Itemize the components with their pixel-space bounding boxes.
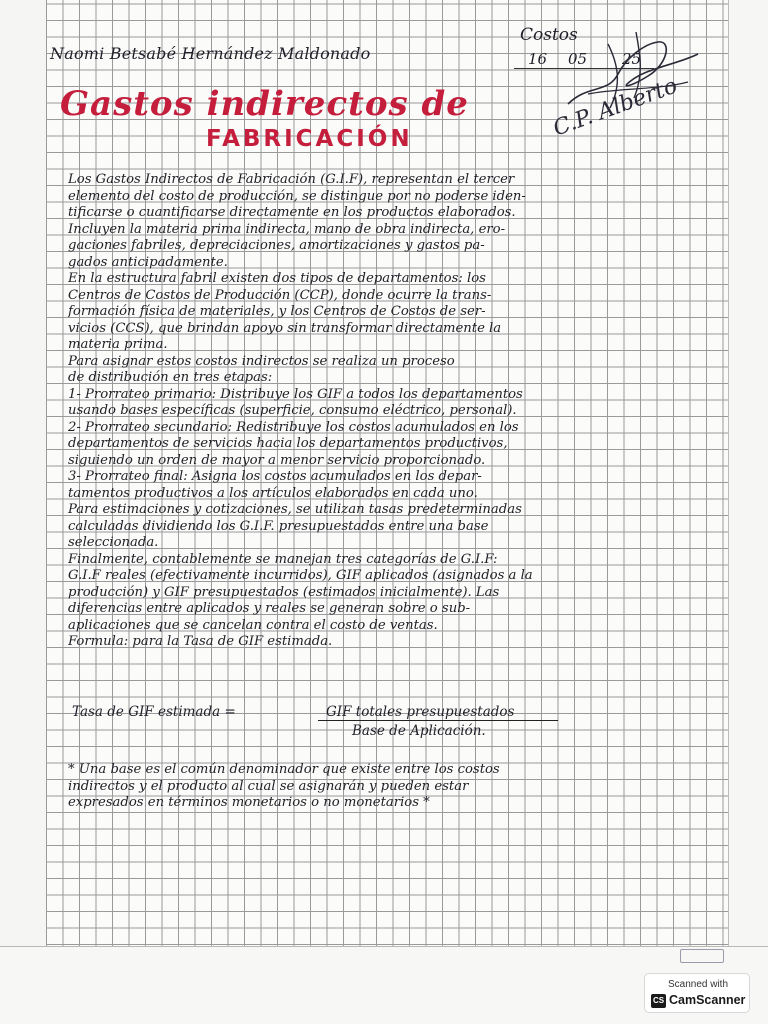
body-line: seleccionada. <box>68 535 159 550</box>
body-line: Para asignar estos costos indirectos se realiza un proceso <box>68 353 455 369</box>
body-line: elemento del costo de producción, se distingue por no poderse iden- <box>68 188 526 204</box>
date-year: 25 <box>622 50 642 68</box>
footnote <box>68 762 708 812</box>
note-line: expresados en términos monetarios o no monetarios * <box>68 795 430 810</box>
body-line: departamentos de servicios hacia los departamentos productivos, <box>68 436 508 451</box>
body-line: calculadas dividiendo los G.I.F. presupuestados entre una base <box>68 518 489 534</box>
student-name: Naomi Betsabé Hernández Maldonado <box>50 44 371 63</box>
date-month: 05 <box>568 50 588 68</box>
title-line-2: FABRICACIÓN <box>206 126 413 152</box>
scanner-watermark <box>644 973 750 1013</box>
body-line: Finalmente, contablemente se manejan tres categorías de G.I.F: <box>68 551 498 567</box>
body-line: gaciones fabriles, depreciaciones, amortizaciones y gastos pa- <box>68 238 485 253</box>
body-line: gados anticipadamente. <box>68 254 228 270</box>
signature-name: C.P. Alberto <box>550 73 681 142</box>
title-line-1: Gastos indirectos de <box>60 84 469 124</box>
page-margin-left <box>0 0 46 1024</box>
note-line: * Una base es el común denominador que existe entre los costos <box>68 762 500 777</box>
body-line: En la estructura fabril existen dos tipos de departamentos: los <box>68 271 486 286</box>
formula-numerator: GIF totales presupuestados <box>326 704 515 720</box>
body-line: diferencias entre aplicados y reales se generan sobre o sub- <box>68 601 471 616</box>
body-line: usando bases específicas (superficie, consumo eléctrico, personal). <box>68 403 517 418</box>
body-line: aplicaciones que se cancelan contra el costo de ventas. <box>68 617 438 633</box>
body-line: siguiendo un orden de mayor a menor servicio proporcionado. <box>68 452 486 468</box>
body-line: materia prima. <box>68 337 168 352</box>
formula-denominator: Base de Aplicación. <box>352 723 486 739</box>
body-line: 3- Prorrateo final: Asigna los costos acumulados en los depar- <box>68 469 482 484</box>
body-line: tificarse o cuantificarse directamente en los productos elaborados. <box>68 205 516 220</box>
body-line: formación física de materiales, y los Centros de Costos de ser- <box>68 304 486 319</box>
body-line: Centros de Costos de Producción (CCP), donde ocurre la trans- <box>68 287 492 303</box>
subject-label: Costos <box>520 25 578 45</box>
scanner-caption: Scanned with <box>667 979 729 990</box>
body-line: Formula: para la Tasa de GIF estimada. <box>68 634 333 649</box>
body-line: G.I.F reales (efectivamente incurridos), GIF aplicados (asignados a la <box>68 568 533 583</box>
body-line: Para estimaciones y cotizaciones, se utilizan tasas predeterminadas <box>68 502 522 517</box>
body-line: 1- Prorrateo primario: Distribuye los GIF a todos los departamentos <box>68 386 523 402</box>
body-line: producción) y GIF presupuestados (estimados inicialmente). Las <box>68 584 500 600</box>
body-line: Los Gastos Indirectos de Fabricación (G.I.F), representan el tercer <box>68 172 515 187</box>
body-line: vicios (CCS), que brindan apoyo sin transformar directamente la <box>68 320 502 336</box>
fraction-bar <box>318 720 558 721</box>
body-line: de distribución en tres etapas: <box>68 370 273 385</box>
date-day: 16 <box>528 50 548 68</box>
body-line: 2- Prorrateo secundario: Redistribuye los costos acumulados en los <box>68 419 519 435</box>
body-line: Incluyen la materia prima indirecta, mano de obra indirecta, ero- <box>68 221 506 237</box>
body-text <box>68 172 724 651</box>
page-number-stamp <box>680 949 724 963</box>
body-line: tamentos productivos a los artículos elaborados en cada uno. <box>68 485 478 501</box>
camscanner-logo-icon: CS <box>651 994 666 1008</box>
scanner-brand: CamScanner <box>669 993 746 1007</box>
page-margin-right <box>728 0 768 1024</box>
note-line: indirectos y el producto al cual se asignarán y pueden estar <box>68 778 469 794</box>
formula-label: Tasa de GIF estimada = <box>72 704 236 720</box>
